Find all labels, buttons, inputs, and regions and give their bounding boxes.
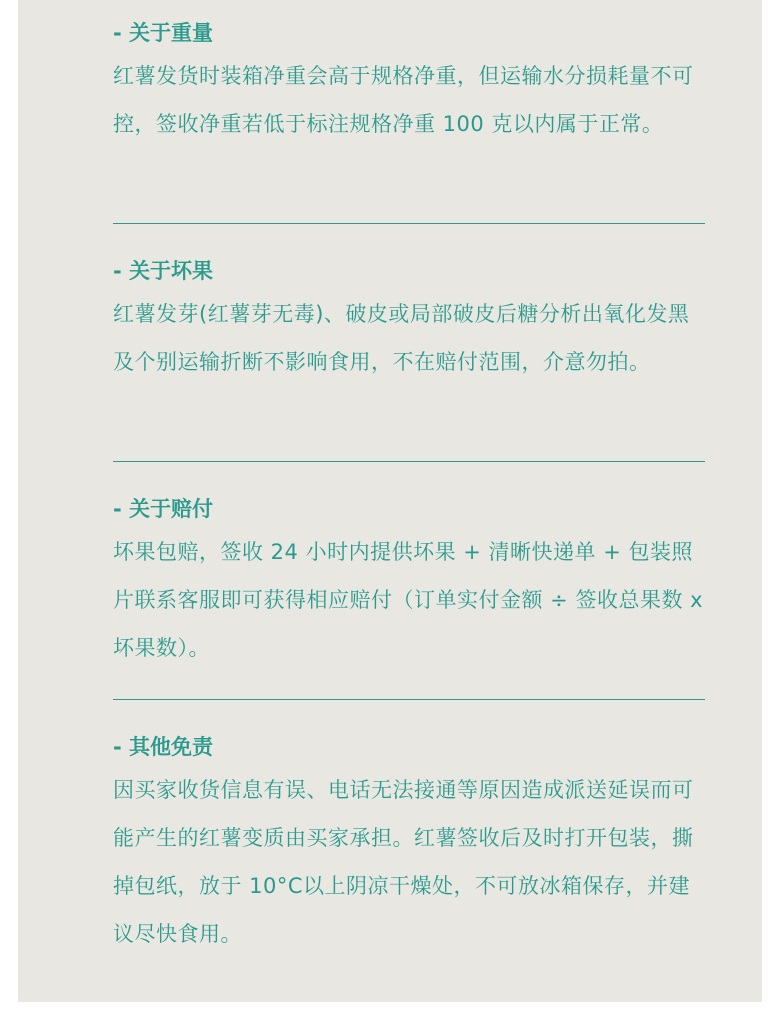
section-title-compensation: - 关于赔付 [113,497,214,521]
section-divider [113,461,705,462]
section-title-damaged-fruit: - 关于坏果 [113,259,214,283]
section-disclaimer [113,728,705,958]
section-weight [113,14,705,196]
section-title-weight: - 关于重量 [113,21,214,45]
section-title-disclaimer: - 其他免责 [113,735,214,759]
policy-content [113,14,705,958]
content-panel [18,0,762,1002]
section-damaged-fruit [113,252,705,434]
section-body-compensation: 坏果包赔，签收 24 小时内提供坏果 + 清晰快递单 + 包装照片联系客服即可获得相应赔付（订单实付金额 ÷ 签收总果数 x 坏果数）。 [113,540,704,660]
section-body-damaged-fruit: 红薯发芽(红薯芽无毒)、破皮或局部破皮后糖分析出氧化发黑及个别运输折断不影响食用，不在赔付范围，介意勿拍。 [113,302,690,374]
section-divider [113,223,705,224]
section-body-weight: 红薯发货时装箱净重会高于规格净重，但运输水分损耗量不可控，签收净重若低于标注规格净重 100 克以内属于正常。 [113,64,694,136]
section-compensation [113,490,705,672]
section-body-disclaimer: 因买家收货信息有误、电话无法接通等原因造成派送延误而可能产生的红薯变质由买家承担。红薯签收后及时打开包装，撕掉包纸，放于 10°C以上阴凉干燥处，不可放冰箱保存，并建议尽快食用。 [113,778,694,946]
section-divider [113,699,705,700]
